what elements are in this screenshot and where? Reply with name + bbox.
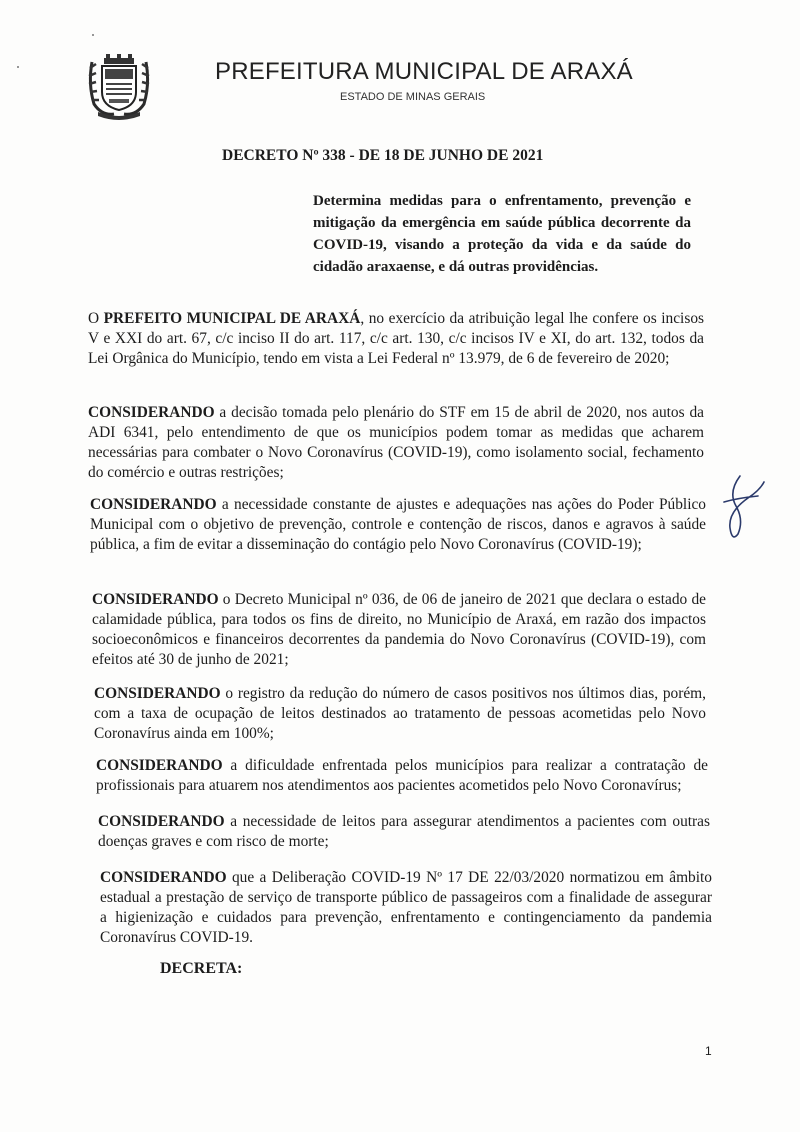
paragraph-bold-lead: PREFEITO MUNICIPAL DE ARAXÁ bbox=[103, 310, 361, 327]
paragraph-text: a decisão tomada pelo plenário do STF em 15 de abril de 2020, nos autos da ADI 6341, pelo entendimento de que os municípios podem tomar as medidas que acharem necessárias para combater o Novo Coronavírus (COVID-19), como isolamento social, fechamento do comércio e outras restrições; bbox=[88, 404, 704, 481]
considerando-paragraph bbox=[100, 868, 712, 948]
paragraph-text: a necessidade constante de ajustes e adequações nas ações do Poder Público Municipal com o objetivo de prevenção, controle e contenção de riscos, danos e agravos à saúde pública, a fim de evitar a disseminação do contágio pelo Novo Coronavírus (COVID-19); bbox=[90, 496, 706, 553]
decree-title: DECRETO Nº 338 - DE 18 DE JUNHO DE 2021 bbox=[222, 147, 544, 164]
considerando-paragraph bbox=[92, 590, 706, 670]
decree-ementa: Determina medidas para o enfrentamento, prevenção e mitigação da emergência em saúde pública decorrente da COVID-19, visando a proteção da vida e da saúde do cidadão araxaense, e dá outras providências. bbox=[313, 193, 691, 275]
paragraph-text: que a Deliberação COVID-19 Nº 17 DE 22/03/2020 normatizou em âmbito estadual a prestação de serviço de transporte público de passageiros com a finalidade de assegurar a higienização e cuidados para prevenção, enfrentamento e contingenciamento da pandemia Coronavírus COVID-19. bbox=[100, 869, 712, 946]
paragraph-text: o Decreto Municipal nº 036, de 06 de janeiro de 2021 que declara o estado de calamidade pública, para todos os fins de direito, no Município de Araxá, em razão dos impactos socioeconômicos e financeiros decorrentes da pandemia do Novo Coronavírus (COVID-19), com efeitos até 30 de junho de 2021; bbox=[92, 591, 706, 668]
decreta-heading: DECRETA: bbox=[160, 960, 243, 977]
preamble-paragraph bbox=[88, 309, 704, 369]
paragraph-lead: O bbox=[88, 310, 100, 327]
considerando-paragraph bbox=[90, 495, 706, 555]
considerando-paragraph bbox=[94, 684, 706, 744]
header-title: PREFEITURA MUNICIPAL DE ARAXÁ bbox=[215, 58, 633, 85]
paragraph-bold-lead: CONSIDERANDO bbox=[94, 685, 221, 702]
considerando-paragraph bbox=[98, 812, 710, 852]
handwritten-rubric-icon bbox=[718, 472, 768, 542]
scan-speck bbox=[17, 66, 19, 68]
paragraph-text: a necessidade de leitos para assegurar atendimentos a pacientes com outras doenças graves e com risco de morte; bbox=[98, 813, 710, 850]
paragraph-text: o registro da redução do número de casos positivos nos últimos dias, porém, com a taxa de ocupação de leitos destinados ao tratamento de pessoas acometidas pelo Novo Coronavírus ainda em 100%; bbox=[94, 685, 706, 742]
considerando-paragraph bbox=[96, 756, 708, 796]
paragraph-bold-lead: CONSIDERANDO bbox=[92, 591, 219, 608]
scan-speck bbox=[92, 34, 94, 36]
paragraph-bold-lead: CONSIDERANDO bbox=[98, 813, 225, 830]
paragraph-bold-lead: CONSIDERANDO bbox=[96, 757, 223, 774]
header-subtitle: ESTADO DE MINAS GERAIS bbox=[340, 91, 486, 103]
paragraph-bold-lead: CONSIDERANDO bbox=[90, 496, 217, 513]
paragraph-bold-lead: CONSIDERANDO bbox=[88, 404, 215, 421]
paragraph-bold-lead: CONSIDERANDO bbox=[100, 869, 227, 886]
paragraph-text: , no exercício da atribuição legal lhe confere os incisos V e XXI do art. 67, c/c inciso II do art. 117, c/c art. 130, c/c incisos IV e XI, do art. 132, todos da Lei Orgânica do Município, tendo em vista a Lei Federal nº 13.979, de 6 de fevereiro de 2020; bbox=[88, 310, 704, 367]
page-number: 1 bbox=[705, 1044, 712, 1058]
municipal-coat-of-arms-icon bbox=[84, 54, 154, 120]
considerando-paragraph bbox=[88, 403, 704, 483]
paragraph-text: a dificuldade enfrentada pelos municípios para realizar a contratação de profissionais para atuarem nos atendimentos aos pacientes acometidos pelo Novo Coronavírus; bbox=[96, 757, 708, 794]
